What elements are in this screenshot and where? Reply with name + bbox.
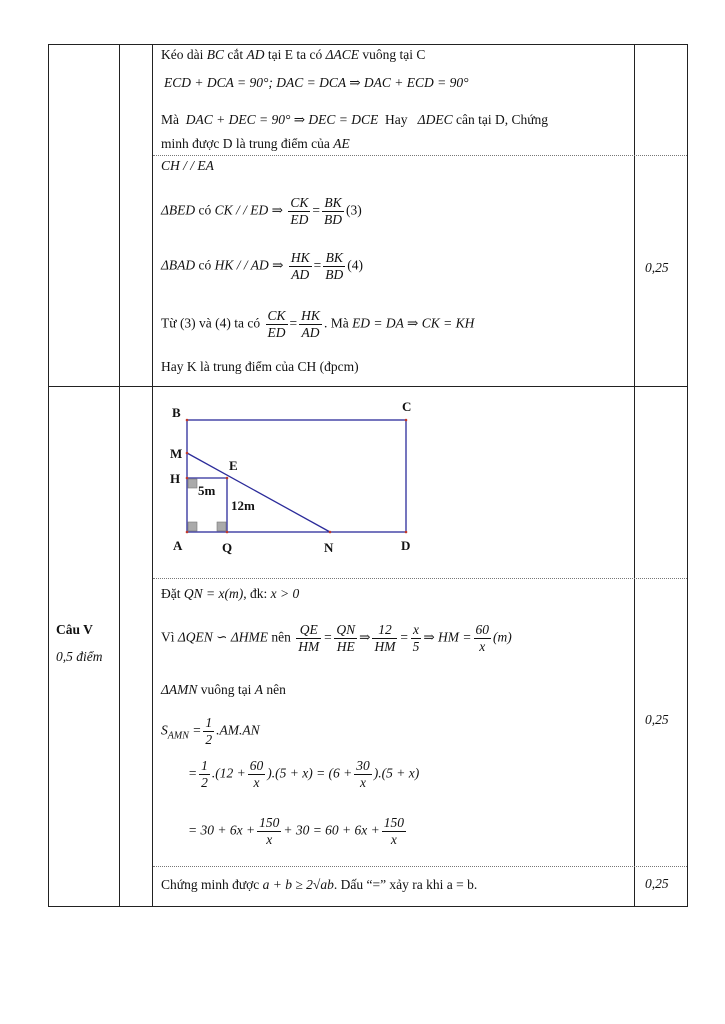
block2-line1: CH / / EA <box>161 158 214 173</box>
block4-score: 0,25 <box>645 876 669 891</box>
right-angle-q <box>217 522 226 531</box>
table-border-left <box>48 44 49 906</box>
table-border-right <box>687 44 688 906</box>
length-he: 5m <box>198 483 216 498</box>
block3-line3: ΔAMN vuông tại A nên <box>161 682 286 697</box>
dotted-divider-2 <box>153 578 687 579</box>
block1-line3: Mà DAC + DEC = 90° ⇒ DEC = DCE Hay ΔDEC cân tại D, Chứng <box>161 112 549 127</box>
block2-score: 0,25 <box>645 260 669 275</box>
label-q: Q <box>222 540 233 555</box>
label-m: M <box>170 446 183 461</box>
section-points: 0,5 điểm <box>56 649 103 664</box>
block3-line1: Đặt QN = x(m), đk: x > 0 <box>161 586 300 601</box>
block3-line4: $S_{AMN}$ = $\frac{1}{2}$ .AM.AN <box>161 715 260 747</box>
block2-line2: ΔBED có CK / / ED ⇒ $\frac{CK}{ED}$ = $\frac{BK}{BD}$ (3) <box>161 195 362 227</box>
label-e: E <box>229 458 238 473</box>
right-angle-h <box>188 479 197 488</box>
block3-score: 0,25 <box>645 712 669 727</box>
block1-line4: minh được D là trung điểm của AE <box>161 136 350 151</box>
label-h: H <box>170 471 181 486</box>
table-col-divider-1 <box>119 44 120 906</box>
label-a: A <box>173 538 183 553</box>
rectangle-figure <box>160 395 430 565</box>
table-col-divider-3 <box>634 44 635 906</box>
dotted-divider-1 <box>153 155 687 156</box>
block2-line3: ΔBAD có HK / / AD ⇒ $\frac{HK}{AD}$ = $\frac{BK}{BD}$ (4) <box>161 250 364 282</box>
block2-line4: Từ (3) và (4) ta có $\frac{CK}{ED}$ = $\frac{HK}{AD}$ . Mà ED = DA ⇒ CK = KH <box>161 308 475 340</box>
label-n: N <box>324 540 334 555</box>
block2-line5: Hay K là trung điểm của CH (đpcm) <box>161 359 359 374</box>
dotted-divider-3 <box>153 866 687 867</box>
table-border-top <box>48 44 688 45</box>
label-c: C <box>402 399 412 414</box>
length-eq: 12m <box>231 498 255 513</box>
table-row-divider <box>48 386 688 387</box>
right-angle-a <box>188 522 197 531</box>
table-col-divider-2 <box>152 44 153 906</box>
rect-abcd <box>187 420 406 532</box>
block3-line5: = $\frac{1}{2}$ .(12 + $\frac{60}{x}$ ).(5 + x) = (6 + $\frac{30}{x}$ ).(5 + x) <box>188 758 420 790</box>
block1-line1: Kéo dài BC cắt AD tại E ta có ΔACE vuông tại C <box>161 47 426 62</box>
block4-line1: Chứng minh được a + b ≥ 2√ab. Dấu “=” xảy ra khi a = b. <box>161 877 478 892</box>
block3-line2: Vì ΔQEN ∽ ΔHME nên $\frac{QE}{HM}$ = $\frac{QN}{HE}$ ⇒ $\frac{12}{HM}$ = $\frac{x}{5}$ ⇒ HM = $\frac{60}{x}$ (m) <box>161 622 512 654</box>
label-d: D <box>401 538 411 553</box>
table-border-bottom <box>48 906 688 907</box>
block3-line6: = 30 + 6x + $\frac{150}{x}$ + 30 = 60 + 6x + $\frac{150}{x}$ <box>188 815 405 847</box>
section-label: Câu V <box>56 622 93 637</box>
label-b: B <box>172 405 181 420</box>
block1-line2: ECD + DCA = 90°; DAC = DCA ⇒ DAC + ECD = 90° <box>164 75 469 90</box>
